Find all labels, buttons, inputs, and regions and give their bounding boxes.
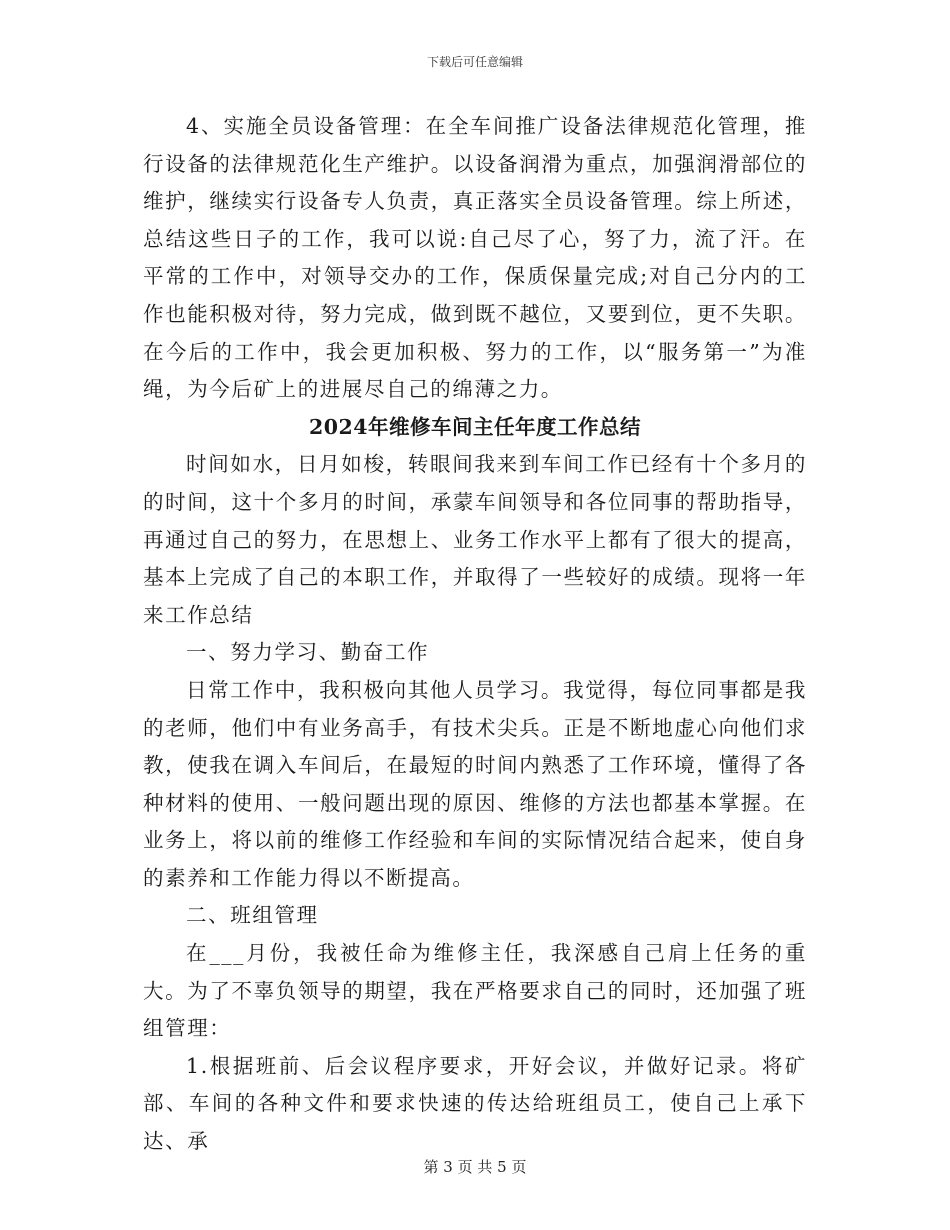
document-body xyxy=(143,108,807,1161)
page-number: 第 3 页 共 5 页 xyxy=(423,1158,527,1176)
document-title: 2024年维修车间主任年度工作总结 xyxy=(308,414,642,439)
paragraph-study: 日常工作中，我积极向其他人员学习。我觉得，每位同事都是我的老师，他们中有业务高手，有技术尖兵。正是不断地虚心向他们求教，使我在调入车间后，在最短的时间内熟悉了工作环境，懂得了各种材料的使用、一般问题出现的原因、维修的方法也都基本掌握。在业务上，将以前的维修工作经验和车间的实际情况结合起来，使自身的素养和工作能力得以不断提高。 xyxy=(143,677,807,890)
paragraph-equipment-management: 4、实施全员设备管理：在全车间推广设备法律规范化管理，推行设备的法律规范化生产维护。以设备润滑为重点，加强润滑部位的维护，继续实行设备专人负责，真正落实全员设备管理。综上所述，总结这些日子的工作，我可以说:自己尽了心，努了力，流了汗。在平常的工作中，对领导交办的工作，保质保量完成;对自己分内的工作也能积极对待，努力完成，做到既不越位，又要到位，更不失职。在今后的工作中，我会更加积极、努力的工作，以“服务第一”为准绳，为今后矿上的进展尽自己的绵薄之力。 xyxy=(143,114,807,402)
page-header: 下载后可任意编辑 xyxy=(426,55,523,69)
section-heading-team: 二、班组管理 xyxy=(186,903,319,928)
paragraph-team: 在___月份，我被任命为维修主任，我深感自己肩上任务的重大。为了不辜负领导的期望，我在严格要求自己的同时，还加强了班组管理： xyxy=(143,941,807,1041)
paragraph-intro: 时间如水，日月如梭，转眼间我来到车间工作已经有十个多月的的时间，这十个多月的时间，承蒙车间领导和各位同事的帮助指导，再通过自己的努力，在思想上、业务工作水平上都有了很大的提高，基本上完成了自己的本职工作，并取得了一些较好的成绩。现将一年来工作总结 xyxy=(143,452,807,627)
paragraph-meeting: 1.根据班前、后会议程序要求，开好会议，并做好记录。将矿部、车间的各种文件和要求快速的传达给班组员工，使自己上承下达、承 xyxy=(143,1053,807,1154)
section-heading-study: 一、努力学习、勤奋工作 xyxy=(186,640,430,665)
